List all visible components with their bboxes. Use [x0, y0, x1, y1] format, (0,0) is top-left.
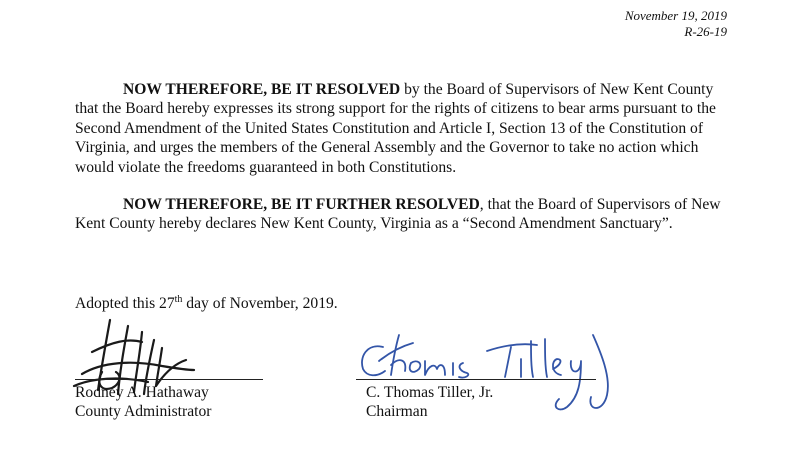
resolution-paragraph-2	[75, 195, 735, 234]
signature-line-right	[356, 379, 596, 380]
signatory-right-title: Chairman	[366, 403, 428, 420]
signatory-left-name: Rodney A. Hathaway	[75, 384, 209, 401]
resolution-1-lead: NOW THEREFORE, BE IT RESOLVED	[123, 81, 401, 98]
resolution-1-text: by the Board of Supervisors of New Kent County that the Board hereby expresses its strong support for the rights of citizens to bear arms pursuant to the Second Amendment of the United States Constitution and Article I, Section 13 of the Constitution of Virginia, and urges the members of the General Assembly and the Governor to take no action which would violate the freedoms guaranteed in both Constitutions.	[75, 81, 716, 176]
header-resolution-number: R-26-19	[684, 24, 727, 39]
adopted-prefix: Adopted this 27	[75, 295, 175, 313]
adopted-ordinal-suffix: th	[174, 294, 183, 305]
adopted-suffix: day of November, 2019.	[182, 295, 338, 313]
signatory-left	[75, 383, 211, 421]
resolution-2-lead: NOW THEREFORE, BE IT FURTHER RESOLVED	[123, 196, 480, 213]
signatory-left-title: County Administrator	[75, 403, 212, 420]
resolution-2-text: , that the Board of Supervisors of New Kent County hereby declares New Kent County, Virginia as a “Second Amendment Sanctuary”.	[75, 196, 721, 233]
signature-line-left	[75, 379, 263, 380]
signatory-right-name: C. Thomas Tiller, Jr.	[366, 384, 494, 401]
document-header	[625, 8, 727, 40]
adoption-statement	[75, 290, 735, 314]
signatory-right	[366, 383, 493, 421]
header-date: November 19, 2019	[624, 8, 727, 23]
resolution-paragraph-1	[75, 80, 735, 177]
